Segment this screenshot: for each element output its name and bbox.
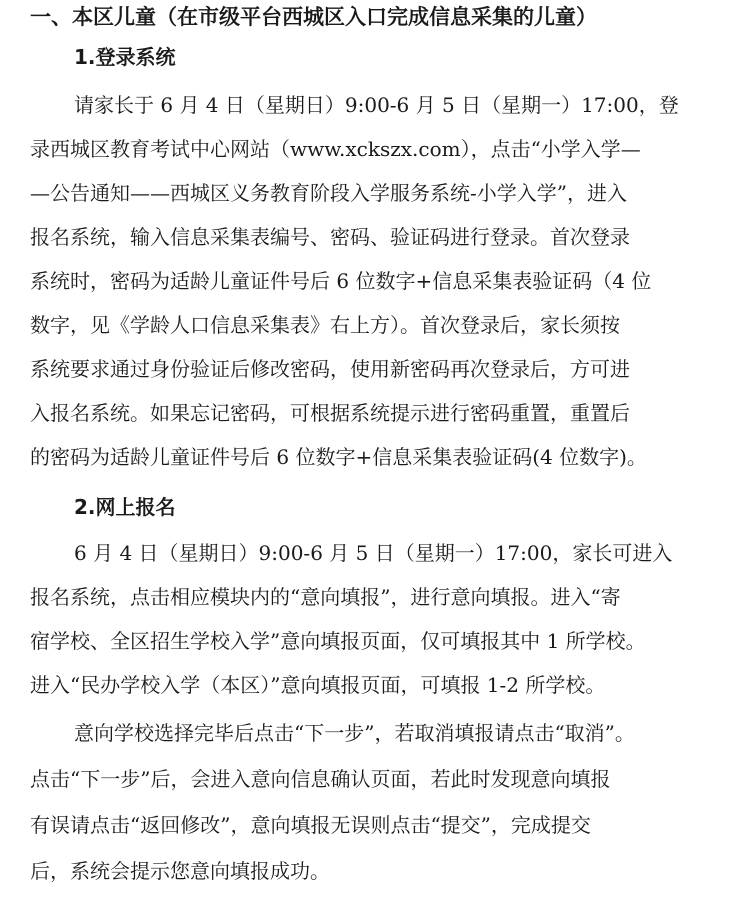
paragraph-line: 报名系统，输入信息采集表编号、密码、验证码进行登录。首次登录 xyxy=(30,225,630,249)
paragraph-line: 有误请点击“返回修改”，意向填报无误则点击“提交”，完成提交 xyxy=(30,813,591,837)
paragraph-line: —公告通知——西城区义务教育阶段入学服务系统-小学入学”，进入 xyxy=(30,181,627,205)
paragraph-line: 系统时，密码为适龄儿童证件号后 6 位数字+信息采集表验证码（4 位 xyxy=(30,269,652,293)
paragraph-line: 后，系统会提示您意向填报成功。 xyxy=(30,859,330,883)
paragraph-line: 进入“民办学校入学（本区）”意向填报页面，可填报 1-2 所学校。 xyxy=(30,673,606,697)
paragraph-line: 系统要求通过身份验证后修改密码，使用新密码再次登录后，方可进 xyxy=(30,357,630,381)
subheading-login: 1.登录系统 xyxy=(74,45,176,69)
paragraph-line: 报名系统，点击相应模块内的“意向填报”，进行意向填报。进入“寄 xyxy=(30,585,621,609)
paragraph-line: 请家长于 6 月 4 日（星期日）9:00-6 月 5 日（星期一）17:00，登 xyxy=(74,93,679,117)
paragraph-line: 意向学校选择完毕后点击“下一步”，若取消填报请点击“取消”。 xyxy=(74,721,635,745)
paragraph-line: 录西城区教育考试中心网站（www.xcksz​x.com），点击“小学入学— xyxy=(30,137,641,161)
paragraph-line: 的密码为适龄儿童证件号后 6 位数字+信息采集表验证码(4 位数字)。 xyxy=(30,445,647,469)
paragraph-line: 入报名系统。如果忘记密码，可根据系统提示进行密码重置，重置后 xyxy=(30,401,630,425)
paragraph-line: 点击“下一步”后，会进入意向信息确认页面，若此时发现意向填报 xyxy=(30,767,611,791)
subheading-online-registration: 2.网上报名 xyxy=(74,495,176,519)
paragraph-line: 6 月 4 日（星期日）9:00-6 月 5 日（星期一）17:00，家长可进入 xyxy=(74,541,673,565)
paragraph-line: 宿学校、全区招生学校入学”意向填报页面，仅可填报其中 1 所学校。 xyxy=(30,629,646,653)
paragraph-line: 数字，见《学龄人口信息采集表》右上方）。首次登录后，家长须按 xyxy=(30,313,620,337)
section-heading: 一、本区儿童（在市级平台西城区入口完成信息采集的儿童） xyxy=(30,5,597,29)
